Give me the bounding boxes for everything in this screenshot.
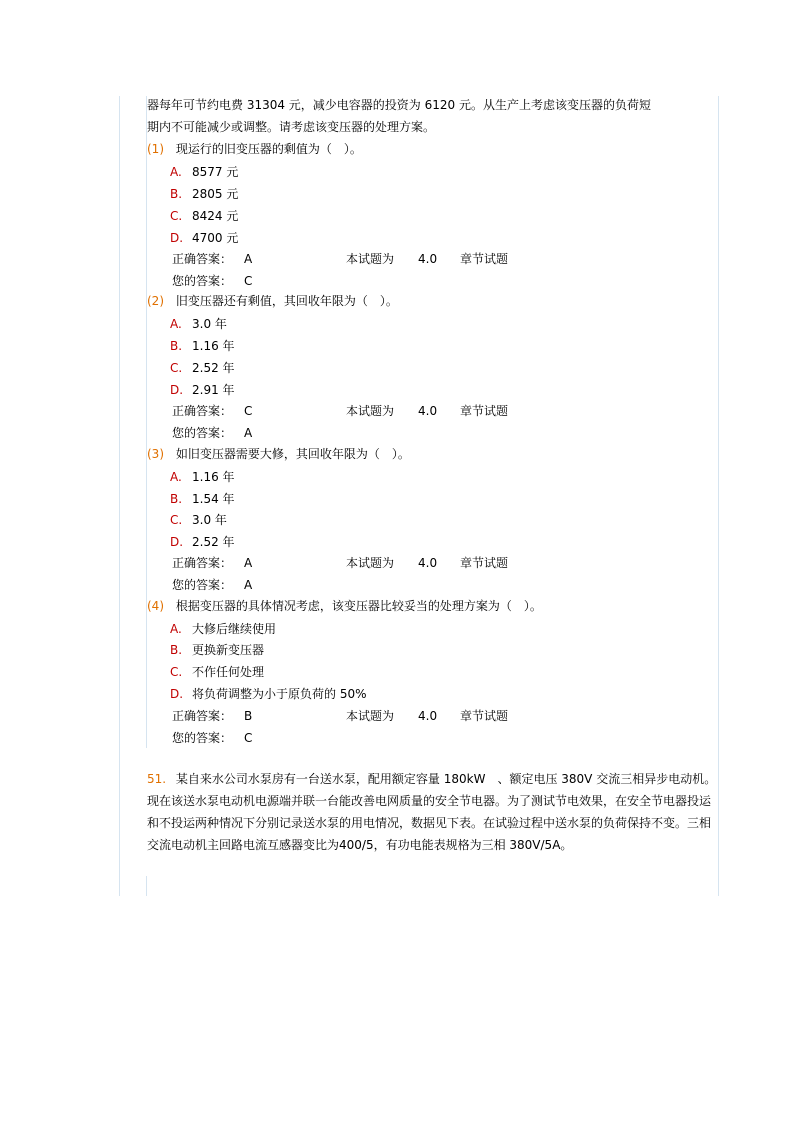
correct-answer-label: 正确答案： (172, 252, 233, 266)
score-label: 本试题为 (346, 556, 395, 570)
frame-border-right (718, 96, 719, 896)
question-number: (2) (147, 294, 164, 308)
your-answer-row (172, 273, 252, 289)
option-a[interactable] (170, 469, 235, 485)
question-1 (147, 141, 362, 157)
correct-answer-value: A (244, 252, 253, 266)
option-d[interactable] (170, 230, 238, 246)
option-letter: B. (170, 492, 183, 506)
question-51 (147, 768, 717, 856)
your-answer-label: 您的答案： (172, 426, 233, 440)
option-text: 更换新变压器 (192, 643, 265, 657)
correct-answer-row (172, 708, 508, 724)
option-text: 2805 元 (192, 187, 239, 201)
question-number: 51. (147, 772, 167, 786)
question-text: 某自来水公司水泵房有一台送水泵，配用额定容量 180kW 、额定电压 380V 交流三相异步电动机。现在该送水泵电动机电源端并联一台能改善电网质量的安全节电器。为了测试节电效果，在安全节电器投运和不投运两种情况下分别记录送水泵的用电情况，数据见下表。在试验过程中送水泵的负荷保持不变。三相交流电动机主回路电流互感器变比为400/5，有功电能表规格为三相 380V/5A。 (147, 772, 717, 852)
option-b[interactable] (170, 642, 264, 658)
correct-answer-label: 正确答案： (172, 556, 233, 570)
option-letter: D. (170, 383, 184, 397)
your-answer-value: A (244, 426, 253, 440)
score-value: 4.0 (418, 252, 438, 266)
your-answer-row (172, 425, 252, 441)
intro-line-2: 期内不可能减少或调整。请考虑该变压器的处理方案。 (147, 120, 436, 134)
your-answer-label: 您的答案： (172, 731, 233, 745)
option-text: 3.0 年 (192, 317, 227, 331)
frame-border-inner (146, 96, 147, 748)
your-answer-value: A (244, 578, 253, 592)
score-value: 4.0 (418, 404, 438, 418)
option-a[interactable] (170, 621, 276, 637)
chapter-label: 章节试题 (460, 404, 509, 418)
option-letter: B. (170, 187, 183, 201)
option-d[interactable] (170, 534, 235, 550)
question-text: 现运行的旧变压器的剩值为（ ）。 (175, 142, 362, 156)
option-text: 1.16 年 (192, 470, 235, 484)
option-d[interactable] (170, 686, 367, 702)
score-value: 4.0 (418, 709, 438, 723)
question-number: (1) (147, 142, 164, 156)
option-text: 8577 元 (192, 165, 239, 179)
option-letter: C. (170, 361, 183, 375)
option-c[interactable] (170, 512, 227, 528)
option-a[interactable] (170, 316, 227, 332)
score-label: 本试题为 (346, 404, 395, 418)
correct-answer-value: C (244, 404, 253, 418)
option-c[interactable] (170, 664, 264, 680)
correct-answer-label: 正确答案： (172, 404, 233, 418)
option-b[interactable] (170, 338, 235, 354)
correct-answer-label: 正确答案： (172, 709, 233, 723)
option-letter: A. (170, 622, 182, 636)
option-a[interactable] (170, 164, 238, 180)
question-number: (4) (147, 599, 164, 613)
question-2 (147, 293, 398, 309)
your-answer-value: C (244, 731, 253, 745)
question-text: 根据变压器的具体情况考虑，该变压器比较妥当的处理方案为（ ）。 (175, 599, 542, 613)
intro-line-1: 器每年可节约电费 31304 元，减少电容器的投资为 6120 元。从生产上考虑该变压器的负荷短 (147, 98, 651, 112)
option-letter: C. (170, 209, 183, 223)
option-text: 4700 元 (192, 231, 239, 245)
option-letter: B. (170, 643, 183, 657)
option-b[interactable] (170, 491, 235, 507)
correct-answer-value: A (244, 556, 253, 570)
your-answer-label: 您的答案： (172, 274, 233, 288)
score-label: 本试题为 (346, 709, 395, 723)
option-letter: A. (170, 165, 182, 179)
option-letter: A. (170, 470, 182, 484)
chapter-label: 章节试题 (460, 556, 509, 570)
option-letter: C. (170, 665, 183, 679)
question-3 (147, 446, 410, 462)
question-4 (147, 598, 542, 614)
option-text: 大修后继续使用 (192, 622, 277, 636)
option-text: 3.0 年 (192, 513, 227, 527)
option-text: 不作任何处理 (192, 665, 265, 679)
question-number: (3) (147, 447, 164, 461)
option-text: 1.16 年 (192, 339, 235, 353)
correct-answer-row (172, 403, 508, 419)
option-letter: A. (170, 317, 182, 331)
frame-border-left (119, 96, 120, 896)
frame-border-inner-bottom (146, 876, 147, 896)
your-answer-row (172, 730, 252, 746)
score-value: 4.0 (418, 556, 438, 570)
correct-answer-row (172, 555, 508, 571)
option-text: 8424 元 (192, 209, 239, 223)
option-letter: D. (170, 535, 184, 549)
option-text: 2.52 年 (192, 535, 235, 549)
correct-answer-row (172, 251, 508, 267)
option-letter: D. (170, 231, 184, 245)
chapter-label: 章节试题 (460, 709, 509, 723)
your-answer-value: C (244, 274, 253, 288)
question-text: 旧变压器还有剩值，其回收年限为（ ）。 (175, 294, 398, 308)
option-b[interactable] (170, 186, 238, 202)
option-text: 将负荷调整为小于原负荷的 50% (192, 687, 367, 701)
your-answer-label: 您的答案： (172, 578, 233, 592)
option-letter: D. (170, 687, 184, 701)
option-letter: B. (170, 339, 183, 353)
question-text: 如旧变压器需要大修，其回收年限为（ ）。 (175, 447, 410, 461)
option-text: 2.52 年 (192, 361, 235, 375)
your-answer-row (172, 577, 252, 593)
correct-answer-value: B (244, 709, 253, 723)
option-text: 2.91 年 (192, 383, 235, 397)
option-letter: C. (170, 513, 183, 527)
option-text: 1.54 年 (192, 492, 235, 506)
option-d[interactable] (170, 382, 235, 398)
option-c[interactable] (170, 208, 238, 224)
score-label: 本试题为 (346, 252, 395, 266)
option-c[interactable] (170, 360, 235, 376)
chapter-label: 章节试题 (460, 252, 509, 266)
